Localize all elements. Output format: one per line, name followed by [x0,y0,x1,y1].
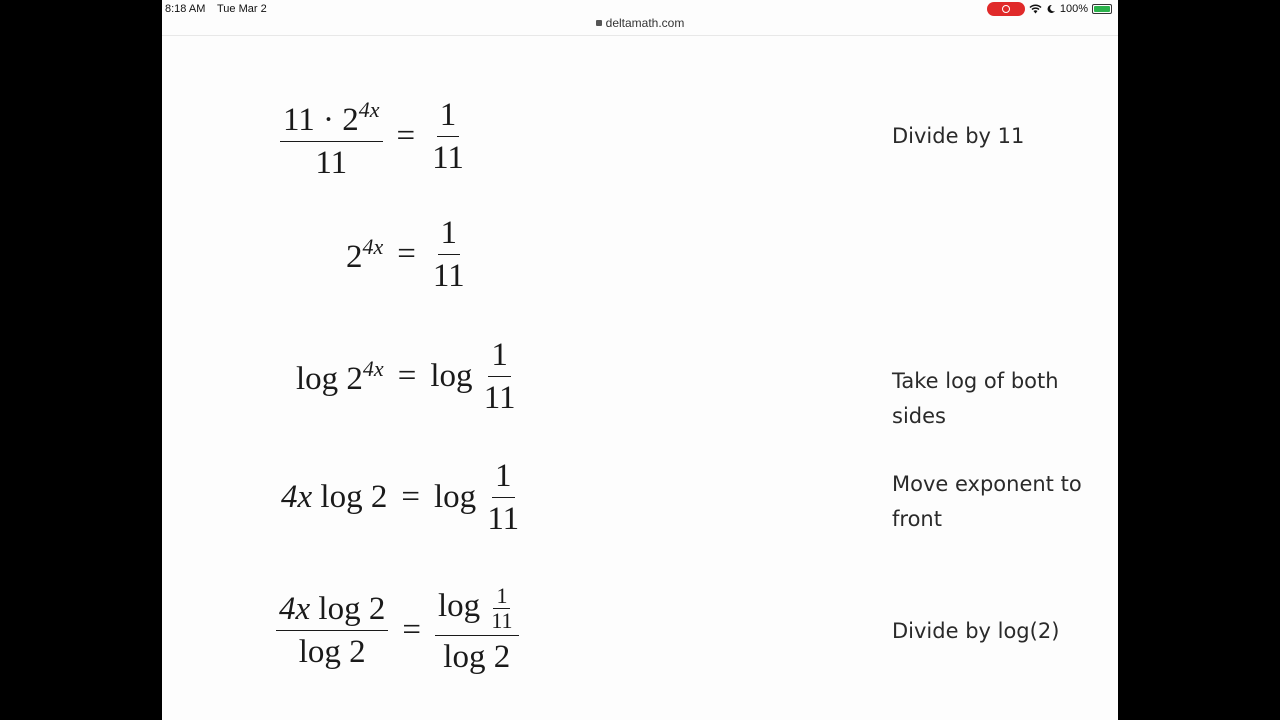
lock-icon [596,20,602,26]
step-note-4: Move exponent to front [892,472,1082,531]
equation-step-3: $\log 2^{4x} = \log$ $\frac{1}{11}$ [296,337,519,416]
moon-icon [1046,4,1056,14]
equation-step-5 [276,585,519,675]
status-time: 8:18 AM [165,3,206,15]
lhs-fraction: $\frac{11 \cdot 2^{4x}}{11}$ [280,92,383,181]
status-indicators [987,2,1112,16]
status-date: Tue Mar 2 [217,3,267,15]
toolbar-divider [162,35,1118,36]
rhs-fraction: $\frac{1}{11}$ [483,337,516,416]
step-note-1: Divide by 11 [892,124,1025,148]
lhs-fraction: $\frac{\text{4x log 2}}{\log 2}$ [276,591,388,670]
step-note-5: Divide by log(2) [892,619,1060,643]
wifi-icon [1029,4,1042,14]
ipad-screen [162,0,1118,720]
equals-sign: = [396,118,416,154]
rhs-fraction: log $\frac{1}{11}$ log 2 [435,585,519,675]
equals-sign: = [397,236,416,272]
equation-step-1 [280,92,467,181]
url-text: deltamath.com [605,16,685,30]
equals-sign: = [401,479,420,515]
battery-percent: 100% [1059,3,1088,15]
step-note-3: Take log of both sides [892,369,1059,428]
rhs-fraction: $\frac{1}{11}$ [432,97,464,176]
equals-sign: = [402,611,421,648]
equation-step-4: 4x log 2 = log $\frac{1}{11}$ [281,458,522,537]
equals-sign: = [397,358,417,394]
battery-icon [1092,4,1112,14]
rhs-fraction: $\frac{1}{11}$ [432,215,465,294]
screen-recording-icon[interactable] [987,2,1025,16]
address-bar[interactable] [162,16,1118,30]
equation-step-2: $2^{4x}$ = $\frac{1}{11}$ [346,215,468,294]
inline-fraction: $\frac{1}{11}$ [491,583,513,633]
rhs-fraction: $\frac{1}{11}$ [487,458,520,537]
